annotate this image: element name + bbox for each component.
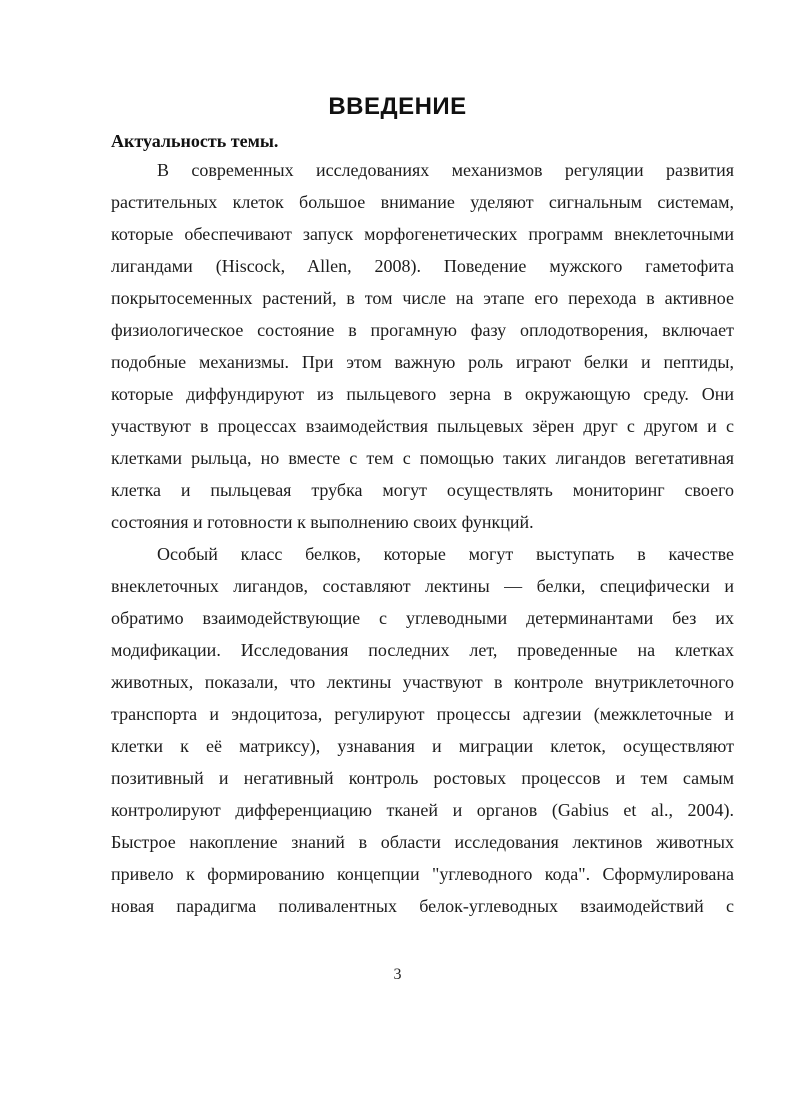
- text-line: клетками рыльца, но вместе с тем с помощью таких лигандов вегетативная: [111, 448, 734, 468]
- text-line: внеклеточных лигандов, составляют лектины — белки, специфически и: [111, 576, 734, 596]
- text-line: контролируют дифференциацию тканей и органов (Gabius et al., 2004).: [111, 800, 734, 820]
- text-line: Быстрое накопление знаний в области исследования лектинов животных: [111, 832, 734, 852]
- page-title: ВВЕДЕНИЕ: [328, 93, 467, 120]
- text-line: новая парадигма поливалентных белок-углеводных взаимодействий с: [111, 896, 734, 916]
- text-line: клетки к её матриксу), узнавания и миграции клеток, осуществляют: [111, 736, 734, 756]
- text-line: физиологическое состояние в прогамную фазу оплодотворения, включает: [111, 320, 734, 340]
- page-number: 3: [393, 966, 402, 983]
- text-line: Особый класс белков, которые могут выступать в качестве: [157, 544, 734, 564]
- text-line: покрытосеменных растений, в том числе на этапе его перехода в активное: [111, 288, 734, 308]
- text-line: модификации. Исследования последних лет, проведенные на клетках: [111, 640, 734, 660]
- text-line: растительных клеток большое внимание уделяют сигнальным системам,: [111, 192, 734, 212]
- text-line: состояния и готовности к выполнению своих функций.: [111, 512, 534, 532]
- text-line: транспорта и эндоцитоза, регулируют процессы адгезии (межклеточные и: [111, 704, 734, 724]
- text-line: которые обеспечивают запуск морфогенетических программ внеклеточными: [111, 224, 734, 244]
- text-line: лигандами (Hiscock, Allen, 2008). Поведение мужского гаметофита: [111, 256, 734, 276]
- text-line: клетка и пыльцевая трубка могут осуществлять мониторинг своего: [111, 480, 734, 500]
- text-line: участвуют в процессах взаимодействия пыльцевых зёрен друг с другом и с: [111, 416, 734, 436]
- section-heading: Актуальность темы.: [111, 131, 279, 151]
- text-line: привело к формированию концепции "углеводного кода". Сформулирована: [111, 864, 734, 884]
- text-line: животных, показали, что лектины участвуют в контроле внутриклеточного: [111, 672, 734, 692]
- text-line: В современных исследованиях механизмов регуляции развития: [157, 160, 734, 180]
- text-line: которые диффундируют из пыльцевого зерна в окружающую среду. Они: [111, 384, 734, 404]
- body-text: [111, 154, 734, 922]
- text-line: обратимо взаимодействующие с углеводными детерминантами без их: [111, 608, 734, 628]
- text-line: подобные механизмы. При этом важную роль играют белки и пептиды,: [111, 352, 734, 372]
- text-line: позитивный и негативный контроль ростовых процессов и тем самым: [111, 768, 734, 788]
